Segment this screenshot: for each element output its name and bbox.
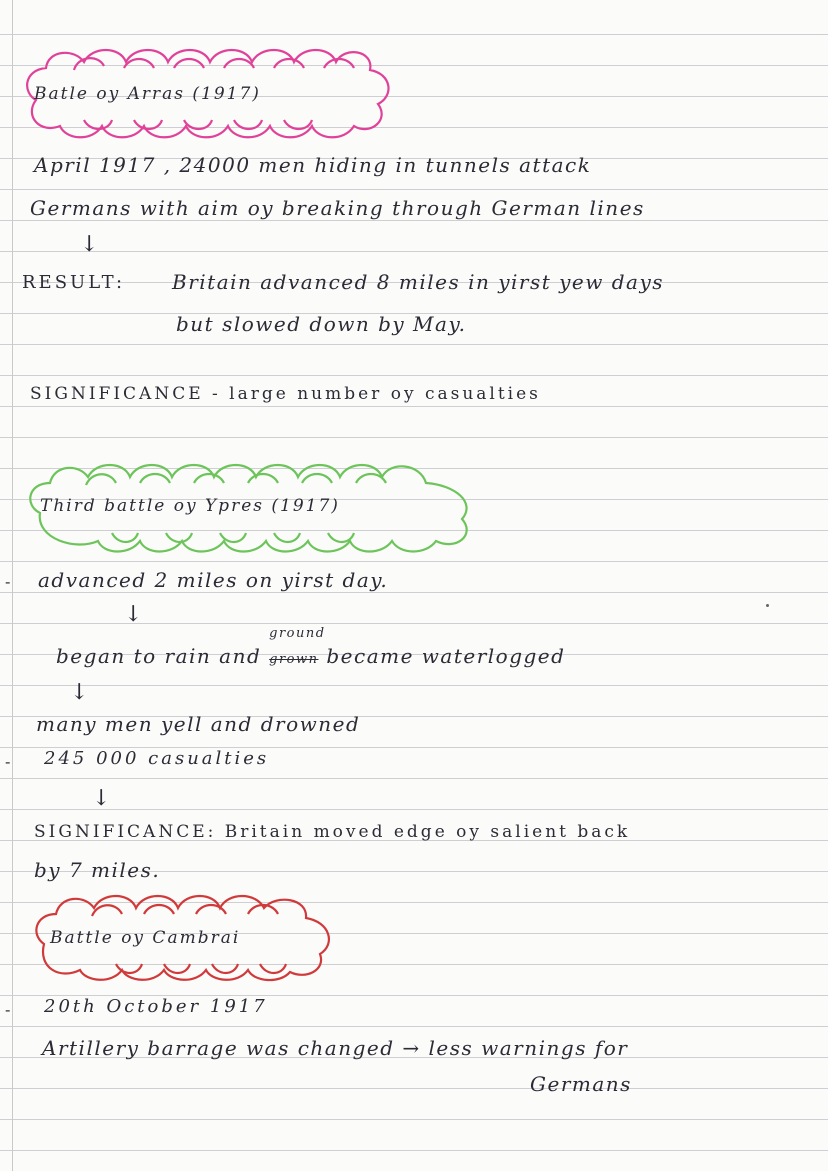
arras-title: Batle oy Arras (1917) bbox=[34, 84, 261, 104]
result-text-1: Britain advanced 8 miles in yirst yew days bbox=[172, 270, 665, 294]
ypres-line-2 bbox=[56, 626, 566, 668]
inserted-word: ground bbox=[269, 626, 326, 641]
struck-word: grown bbox=[269, 652, 319, 667]
ypres-line-2-pre: began to rain and bbox=[56, 644, 262, 668]
ink-dot bbox=[766, 604, 769, 607]
ypres-line-2-post: became waterlogged bbox=[326, 644, 566, 668]
cambrai-line-3: Germans bbox=[530, 1072, 632, 1096]
result-label: RESULT: bbox=[22, 272, 126, 293]
cambrai-line-2: Artillery barrage was changed → less warnings for bbox=[42, 1036, 629, 1060]
arrow-down-icon: ↓ bbox=[70, 680, 89, 705]
arras-significance: SIGNIFICANCE - large number oy casualties bbox=[30, 384, 541, 404]
arrow-down-icon: ↓ bbox=[92, 786, 111, 811]
arras-line-1: April 1917 , 24000 men hiding in tunnels attack bbox=[34, 153, 592, 177]
arras-line-2: Germans with aim oy breaking through German lines bbox=[30, 196, 645, 220]
ypres-significance-2: by 7 miles. bbox=[34, 858, 161, 882]
arrow-down-icon: ↓ bbox=[124, 602, 143, 627]
ypres-bullet-1: advanced 2 miles on yirst day. bbox=[38, 568, 389, 592]
arrow-down-icon: ↓ bbox=[80, 232, 99, 257]
cambrai-line-1: 20th October 1917 bbox=[44, 996, 268, 1017]
ypres-bullet-2: 245 000 casualties bbox=[44, 748, 270, 769]
bullet-dash: - bbox=[5, 752, 11, 771]
ypres-line-3: many men yell and drowned bbox=[36, 712, 361, 736]
result-text-2: but slowed down by May. bbox=[176, 312, 467, 336]
bullet-dash: - bbox=[5, 572, 11, 591]
ypres-title: Third battle oy Ypres (1917) bbox=[40, 496, 340, 516]
bullet-dash: - bbox=[5, 1000, 11, 1019]
margin-line bbox=[12, 0, 13, 1171]
cambrai-title: Battle oy Cambrai bbox=[50, 928, 241, 948]
ypres-significance-1: SIGNIFICANCE: Britain moved edge oy salient back bbox=[34, 822, 631, 842]
